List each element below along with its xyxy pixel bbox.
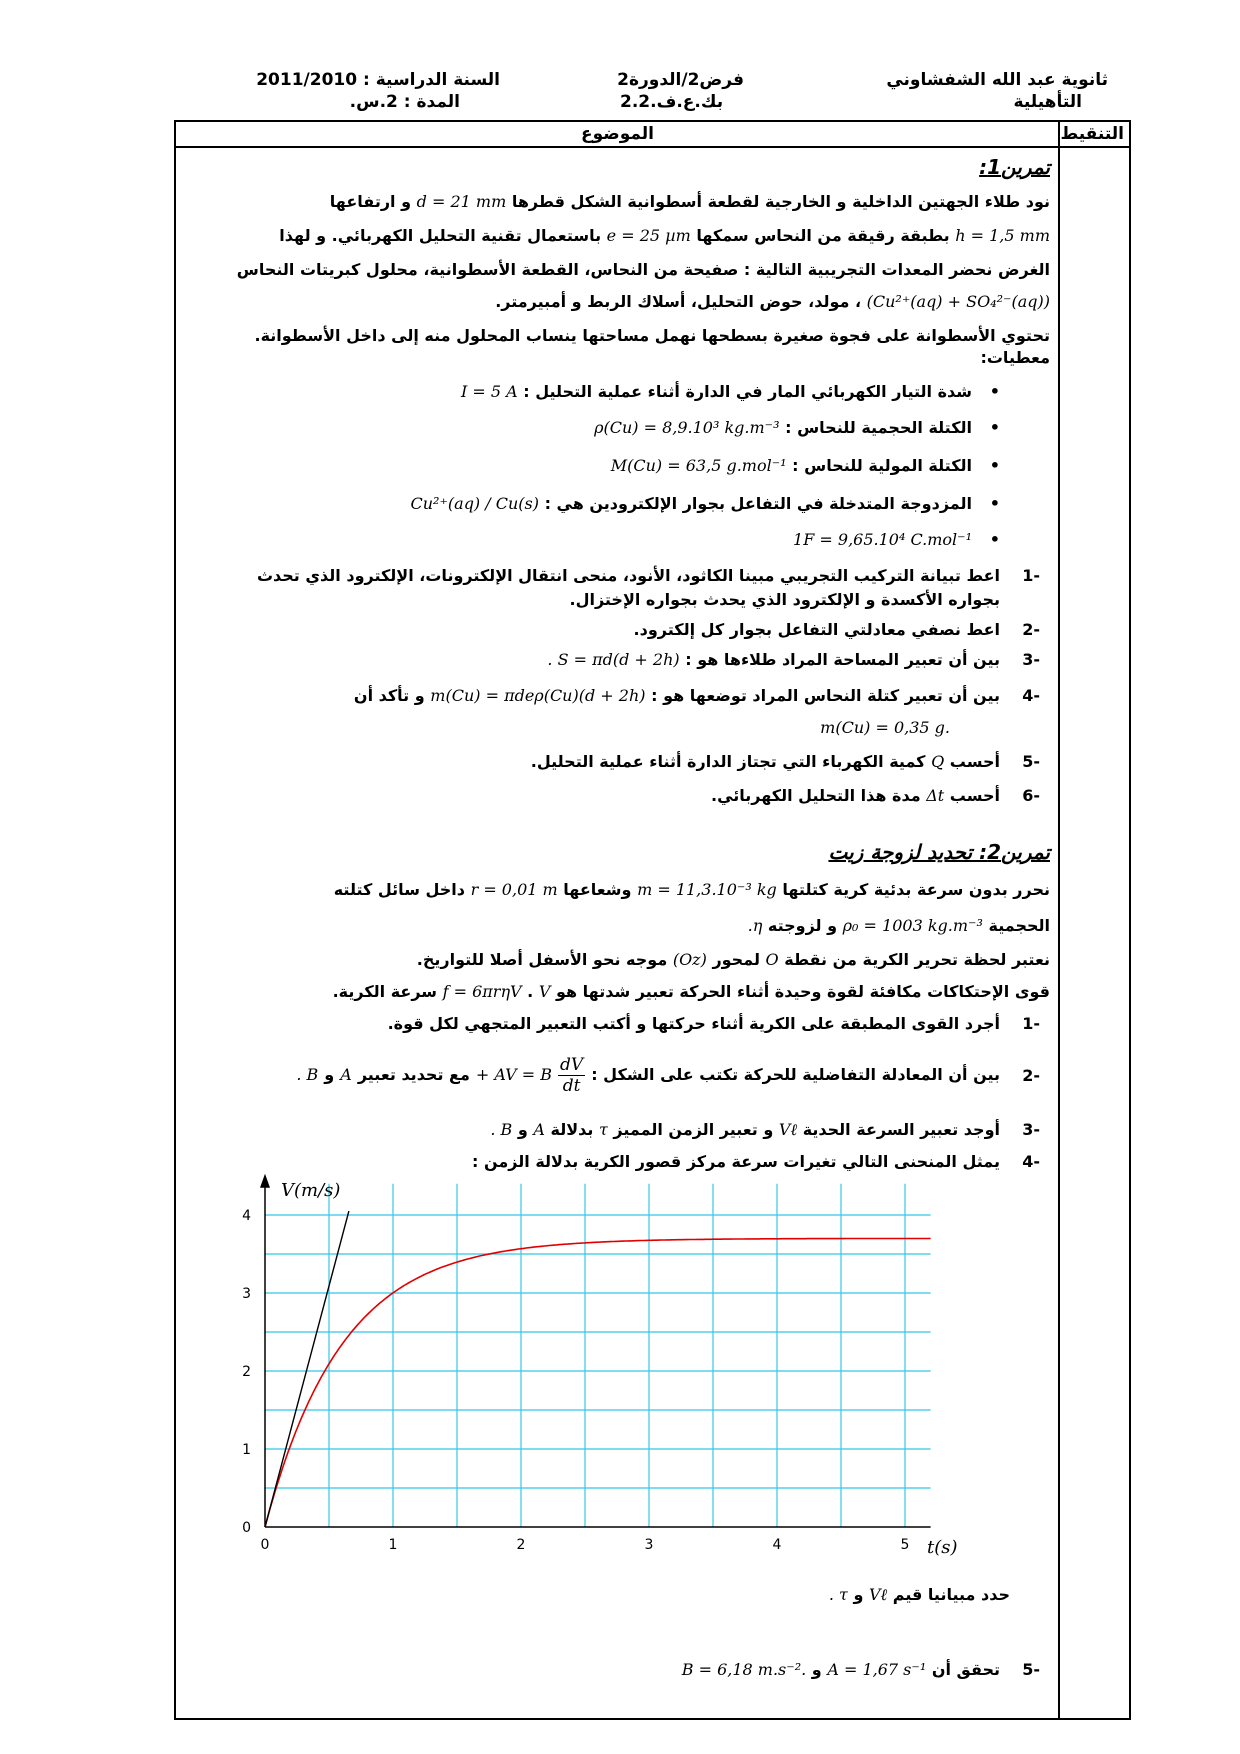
y-tick-label: 1 bbox=[242, 1442, 251, 1458]
data-item-current: • شدة التيار الكهربائي المار في الدارة أثناء عملية التحليل : I = 5 A bbox=[461, 382, 972, 401]
ex2-q4-num: -4 bbox=[1022, 1152, 1040, 1171]
x-axis-label: t(s) bbox=[927, 1537, 958, 1558]
ex2-q3: أوجد تعبير السرعة الحدية Vℓ و تعبير الزمن المميز τ بدلالة A و B . bbox=[490, 1120, 1000, 1139]
ex1-title: تمرين1: bbox=[979, 155, 1050, 179]
table-bottom-border bbox=[174, 1718, 1131, 1720]
ex1-q4-num: -4 bbox=[1022, 686, 1040, 705]
ex1-p4: (Cu²⁺(aq) + SO₄²⁻(aq)) ، مولد، حوض التحليل، أسلاك الربط و أمبيرمتر. bbox=[495, 292, 1050, 311]
ex2-q5-num: -5 bbox=[1022, 1660, 1040, 1679]
level-label: 2.بك.ع.ف.2 bbox=[620, 92, 724, 112]
ex1-q5: أحسب Q كمية الكهرباء التي تجتاز الدارة أثناء عملية التحليل. bbox=[530, 752, 1000, 771]
ex2-q3-num: -3 bbox=[1022, 1120, 1040, 1139]
x-tick-label: 5 bbox=[900, 1537, 910, 1553]
y-axis-label: V(m/s) bbox=[281, 1179, 341, 1201]
x-tick-label: 4 bbox=[772, 1537, 782, 1553]
exam-title: فرض2/الدورة2 bbox=[617, 70, 744, 90]
school-sub: التأهيلية bbox=[1013, 92, 1082, 112]
ex2-p3: نعتبر لحظة تحرير الكرية من نقطة O لمحور (Oz) موجه نحو الأسفل أصلا للتواريخ. bbox=[416, 950, 1050, 969]
table-header-border bbox=[174, 146, 1131, 148]
data-item-redox-couple: • المزدوجة المتدخلة في التفاعل بجوار الإلكترودين هي : Cu²⁺(aq) / Cu(s) bbox=[411, 494, 973, 513]
ex1-q2-num: -2 bbox=[1022, 620, 1040, 639]
ex1-q4: بين أن تعبير كتلة النحاس المراد توضعها هو : m(Cu) = πdeρ(Cu)(d + 2h) و تأكد أن bbox=[353, 686, 1000, 705]
x-tick-label: 3 bbox=[644, 1537, 654, 1553]
x-tick-label: 0 bbox=[260, 1537, 270, 1553]
ex1-q6-num: -6 bbox=[1022, 786, 1040, 805]
data-item-molar-mass: • الكتلة المولية للنحاس : M(Cu) = 63,5 g.mol⁻¹ bbox=[611, 456, 972, 475]
ex2-after-graph: حدد مبيانيا قيم Vℓ و τ . bbox=[828, 1585, 1010, 1604]
ex2-q2-num: -2 bbox=[1022, 1066, 1040, 1085]
data-item-density: • الكتلة الحجمية للنحاس : ρ(Cu) = 8,9.10³ kg.m⁻³ bbox=[594, 418, 972, 437]
chart-ticks bbox=[242, 1208, 909, 1553]
ex2-q1-num: -1 bbox=[1022, 1014, 1040, 1033]
tangent-line bbox=[265, 1211, 349, 1527]
ex2-q1: أجرد القوى المطبقة على الكرية أثناء حركتها و أكتب التعبير المتجهي لكل قوة. bbox=[387, 1014, 1000, 1033]
ex2-title: تمرين2: تحديد لزوجة زيت bbox=[828, 840, 1050, 864]
ex1-q3-num: -3 bbox=[1022, 650, 1040, 669]
ex2-q2: بين أن المعادلة التفاضلية للحركة تكتب على الشكل : dV dt + AV = B مع تحديد تعبير A و B . bbox=[296, 1054, 1000, 1096]
school-year: السنة الدراسية : 2011/2010 bbox=[256, 70, 500, 90]
y-tick-label: 3 bbox=[242, 1286, 251, 1302]
ex1-q2: اعط نصفي معادلتي التفاعل بجوار كل إلكترود. bbox=[633, 620, 1000, 639]
school-name: ثانوية عبد الله الشفشاوني bbox=[886, 70, 1108, 90]
table-left-border bbox=[174, 120, 176, 1720]
x-tick-label: 1 bbox=[388, 1537, 398, 1553]
ex2-q5: تحقق أن A = 1,67 s⁻¹ و .B = 6,18 m.s⁻² bbox=[681, 1660, 1000, 1679]
ex2-p1: نحرر بدون سرعة بدئية كرية كتلتها m = 11,3.10⁻³ kg وشعاعها r = 0,01 m داخل سائل كتلته bbox=[333, 880, 1050, 899]
velocity-curve bbox=[265, 1238, 931, 1527]
duration: المدة : 2.س. bbox=[349, 92, 460, 112]
ex1-q3: بين أن تعبير المساحة المراد طلاءها هو : S = πd(d + 2h) . bbox=[547, 650, 1000, 669]
ex1-q6: أحسب Δt مدة هذا التحليل الكهربائي. bbox=[711, 786, 1000, 805]
table-col-divider bbox=[1058, 120, 1060, 1720]
chart-grid bbox=[265, 1184, 931, 1527]
ex2-p2: الحجمية ρ₀ = 1003 kg.m⁻³ و لزوجته η. bbox=[747, 916, 1050, 935]
ex2-p4: قوى الإحتكاكات مكافئة لقوة وحيدة أثناء الحركة تعبير شدتها هو f = 6πrηV . V سرعة الكرية. bbox=[332, 982, 1050, 1001]
fraction-dv-dt: dV dt bbox=[560, 1054, 584, 1096]
ex1-p5: تحتوي الأسطوانة على فجوة صغيرة بسطحها نهمل مساحتها ينساب المحلول منه إلى داخل الأسطوانة. bbox=[254, 326, 1050, 345]
y-tick-label: 2 bbox=[242, 1364, 251, 1380]
ex1-p1: نود طلاء الجهتين الداخلية و الخارجية لقطعة أسطوانية الشكل قطرها d = 21 mm و ارتفاعها bbox=[329, 192, 1050, 211]
col-subject-header: الموضوع bbox=[581, 124, 654, 144]
chart-plot bbox=[265, 1211, 931, 1527]
ex1-q4-check: .m(Cu) = 0,35 g bbox=[820, 718, 950, 737]
table-right-border bbox=[1129, 120, 1131, 1720]
ex1-p3: الغرض نحضر المعدات التجريبية التالية : صفيحة من النحاس، القطعة الأسطوانية، محلول كبريتات النحاس bbox=[236, 260, 1050, 279]
ex1-data-label: معطيات: bbox=[980, 348, 1050, 367]
chart-axes bbox=[260, 1174, 931, 1527]
ex1-q1-line2: بجواره الأكسدة و الإلكترود الذي يحدث بجواره الإختزال. bbox=[569, 590, 1000, 609]
ex1-q1-num: -1 bbox=[1022, 566, 1040, 585]
y-axis-arrow bbox=[260, 1174, 270, 1188]
velocity-time-chart bbox=[220, 1179, 958, 1560]
y-tick-label: 4 bbox=[242, 1208, 251, 1224]
ex1-q1-line1: اعط تبيانة التركيب التجريبي مبينا الكاثود، الأنود، منحى انتقال الإلكترونات، الإلكترود الذي تحدث bbox=[256, 566, 1000, 585]
ex1-q5-num: -5 bbox=[1022, 752, 1040, 771]
data-item-faraday: • 1F = 9,65.10⁴ C.mol⁻¹ bbox=[793, 530, 972, 549]
y-tick-label: 0 bbox=[242, 1520, 251, 1536]
ex1-p2: h = 1,5 mm بطبقة رقيقة من النحاس سمكها e = 25 µm باستعمال تقنية التحليل الكهربائي. و لهذا bbox=[279, 226, 1050, 245]
table-top-border bbox=[174, 120, 1131, 122]
x-tick-label: 2 bbox=[516, 1537, 526, 1553]
col-grade-header: التنقيط bbox=[1060, 124, 1124, 144]
ex2-q4: يمثل المنحنى التالي تغيرات سرعة مركز قصور الكرية بدلالة الزمن : bbox=[472, 1152, 1000, 1171]
